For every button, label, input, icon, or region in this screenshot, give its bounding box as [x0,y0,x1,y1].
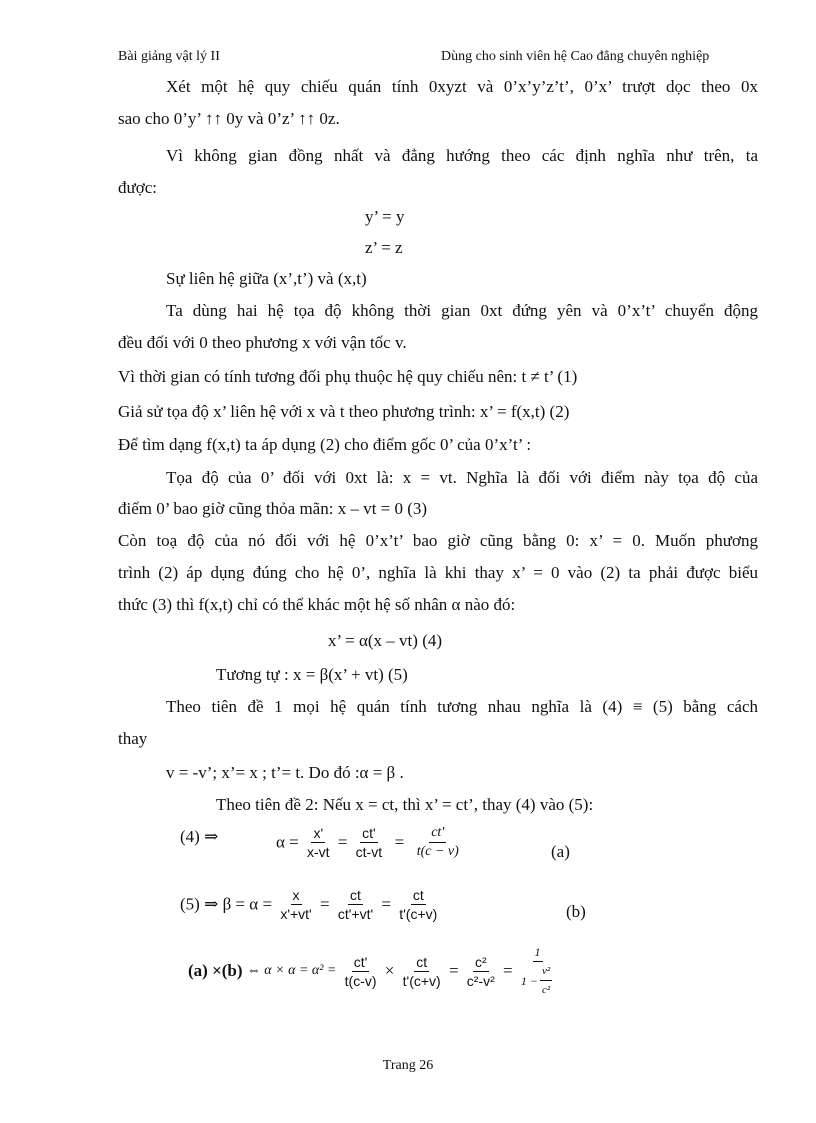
text-line: v = -v’; x’= x ; t’= t. Do đó :α = β . [166,763,404,782]
text-line: điểm 0’ bao giờ cũng thỏa mãn: x – vt = 0 (3) [118,499,428,518]
equation-ab: (a) ×(b) ⇔ α × α = α² = $\frac{ct'}{t(c-v)}$ × $\frac{ct}{t'(c+v)}$ = $\frac{\text{c²}}{\text{c²-v²}}$ = 1 1 − $\frac{\text{v²}}{\text{c²}}$ [188,945,551,996]
frac-den: t'(c+v) [399,906,438,922]
frac-num: v² [540,963,552,981]
page-header-left: Bài giảng vật lý II [118,49,220,64]
text-line: thay [118,729,148,748]
text-line: đều đối với 0 theo phương x với vận tốc v. [118,333,407,352]
eq-a-alpha: α = [276,832,299,852]
eq-a-label: (4) ⇒ [180,827,219,846]
frac-num: 1 [533,944,543,962]
text-line: Giả sử tọa độ x’ liên hệ với x và t theo phương trình: x’ = f(x,t) (2) [118,402,570,421]
frac-den: ct'+vt' [337,906,374,922]
frac-num: ct' [362,825,376,841]
equation-y: y’ = y [365,207,405,226]
eq-a-tag: (a) [551,842,570,861]
frac-den: t'(c+v) [402,972,441,989]
text-line: Vì thời gian có tính tương đối phụ thuộc hệ quy chiếu nên: t ≠ t’ (1) [118,367,578,386]
text-line: Theo tiên đề 1 mọi hệ quán tính tương nhau nghĩa là (4) ≡ (5) bằng cách [166,697,758,716]
equation-5: Tương tự : x = β(x’ + vt) (5) [216,665,408,684]
frac-den: c² [541,984,551,996]
eq-ab-label: (a) ×(b) [188,961,243,980]
text-line: Vì không gian đồng nhất và đẳng hướng theo các định nghĩa như trên, ta [166,146,758,165]
text-line: thức (3) thì f(x,t) chỉ có thể khác một hệ số nhân α nào đó: [118,595,516,614]
frac-num: x [292,887,300,903]
eq-ab-mid: ⇔ α × α = α² = [246,963,337,978]
frac-num: ct [412,887,424,903]
frac-den: 1 − [520,973,538,988]
text-line: được: [118,178,157,197]
text-line: Ta dùng hai hệ tọa độ không thời gian 0xt đứng yên và 0’x’t’ chuyển động [166,301,758,320]
equation-4: x’ = α(x – vt) (4) [328,631,443,650]
frac-den: c²-v² [466,972,495,989]
frac-den: t(c-v) [344,972,377,989]
equation-b: (5) ⇒ β = α = $\frac{x}{x'+vt'}$ = $\frac{ct}{ct'+vt'}$ = $\frac{ct}{t'(c+v)}$ [180,887,438,922]
equation-z: z’ = z [365,238,403,257]
frac-den: x'+vt' [280,906,312,922]
text-line: Sự liên hệ giữa (x’,t’) và (x,t) [166,269,367,288]
text-line: Còn toạ độ của nó đối với hệ 0’x’t’ bao giờ cũng bằng 0: x’ = 0. Muốn phương [118,531,758,550]
text-line: sao cho 0’y’ ↑↑ 0y và 0’z’ ↑↑ 0z. [118,109,340,128]
equation-a-body: α = $\frac{x'}{x-vt}$ = $\frac{ct'}{ct-vt}$ = $\frac{ct'}{t(c - v)}$ [276,825,459,860]
frac-num: x' [313,825,324,841]
text-line: Để tìm dạng f(x,t) ta áp dụng (2) cho điểm gốc 0’ của 0’x’t’ : [118,435,532,454]
frac-num: ct' [353,953,368,970]
equation-a [180,827,218,847]
text-line: Tọa độ của 0’ đối với 0xt là: x = vt. Nghĩa là đối với điểm này tọa độ của [166,468,758,487]
eq-b-tag: (b) [566,902,586,921]
text-line: trình (2) áp dụng đúng cho hệ 0’, nghĩa là khi thay x’ = 0 vào (2) ta phải được biểu [118,563,758,582]
page-header-right: Dùng cho sinh viên hệ Cao đẳng chuyên nghiệp [441,49,710,64]
frac-den: x-vt [307,844,330,860]
frac-den: t(c − v) [416,844,459,859]
frac-num: ct [416,953,428,970]
eq-b-label: (5) ⇒ β = α = [180,894,273,914]
frac-den: ct-vt [355,844,383,860]
text-line: Theo tiên đề 2: Nếu x = ct, thì x’ = ct’, thay (4) vào (5): [216,795,594,814]
page-number: Trang 26 [382,1058,434,1073]
text-line: Xét một hệ quy chiếu quán tính 0xyzt và 0’x’y’z’t’, 0’x’ trượt dọc theo 0x [166,77,758,96]
frac-num: ct' [429,825,446,843]
frac-num: ct [350,887,361,903]
frac-num: c² [474,953,487,970]
